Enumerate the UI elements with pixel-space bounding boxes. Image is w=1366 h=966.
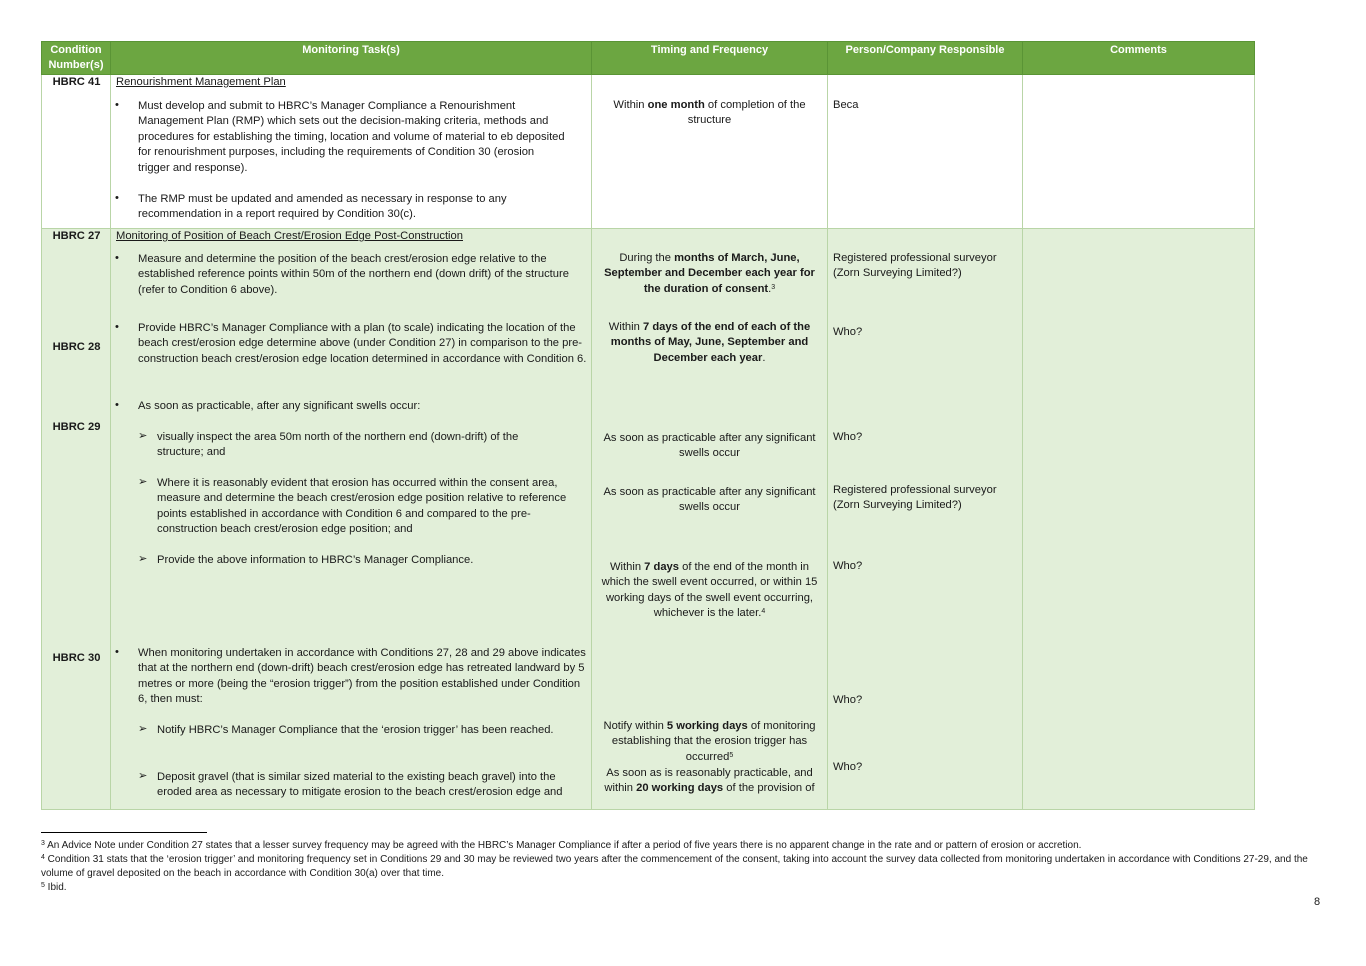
footnote-ref: 3 — [771, 283, 776, 291]
table-header-row — [42, 42, 1255, 75]
condition-id-hbrc-41: HBRC 41 — [52, 76, 101, 88]
timing-text-part: Notify within — [603, 720, 667, 732]
timing-text-bold: 7 days — [644, 561, 680, 573]
timing-text-part: of monitoring establishing that the erosion trigger has occurred — [611, 720, 816, 763]
task-text: Measure and determine the position of the beach crest/erosion edge relative to the established reference points within 50m of the northern end (down drift) of the structure (refer to Condition 6 above). — [138, 253, 569, 296]
task-text: Provide the above information to HBRC’s Manager Compliance. — [157, 554, 474, 566]
responsible-text: Who? — [833, 326, 863, 338]
condition-id-hbrc-27: HBRC 27 — [52, 230, 101, 242]
responsible-text: Who? — [833, 694, 863, 706]
timing-text-part: of the provision of — [723, 782, 815, 795]
footnote-3 — [41, 839, 1331, 853]
responsible-text: Beca — [833, 99, 859, 111]
table-row — [42, 229, 1255, 810]
timing-text-part: . — [768, 282, 772, 295]
condition-id-hbrc-29: HBRC 29 — [52, 421, 101, 433]
arrowhead-icon: ➢ — [138, 553, 148, 565]
responsible-text: Registered professional surveyor (Zorn Surveying Limited?) — [833, 484, 997, 512]
timing-text-part: Within — [609, 561, 645, 573]
timing-text-bold: 5 working days — [666, 720, 748, 732]
task-text: Deposit gravel (that is similar sized material to the existing beach gravel) into the eroded area as necessary to mitigate erosion to the beach crest/erosion edge and — [157, 771, 563, 799]
header-timing-frequency: Timing and Frequency — [592, 42, 828, 75]
condition-id-hbrc-30: HBRC 30 — [52, 652, 101, 664]
footnote-4 — [41, 853, 1331, 881]
bullet-icon: • — [115, 252, 119, 264]
responsible-text: Who? — [833, 761, 863, 773]
bullet-icon: • — [115, 646, 119, 658]
header-comments: Comments — [1023, 42, 1255, 75]
timing-cell — [592, 75, 828, 229]
task-cell — [111, 75, 592, 229]
timing-text-part: Within — [613, 99, 648, 111]
timing-text-part: Within — [608, 321, 643, 333]
timing-text-bold: 20 working days — [636, 782, 724, 795]
timing-text-bold: months of March, June, September and December each year for the duration of consent — [604, 252, 815, 295]
bullet-icon: • — [115, 192, 119, 204]
task-text: Must develop and submit to HBRC’s Manager Compliance a Renourishment Management Plan (RMP) which sets out the decision-making criteria, methods and procedures for establishing the timing, location and volume of material to eb deposited for renourishment purposes, including the requirements of Condition 30 (erosion trigger and response). — [138, 100, 565, 174]
timing-text-part: of the end of the month in which the swell event occurred, or within 15 working days of the swell event occurring, whichever is the later. — [601, 561, 818, 620]
timing-text — [598, 251, 821, 297]
bullet-icon: • — [115, 399, 119, 411]
timing-cell — [592, 229, 828, 810]
footnote-number: 4 — [41, 854, 45, 861]
footnote-text: Condition 31 stats that the ‘erosion trigger’ and monitoring frequency set in Conditions 29 and 30 may be reviewed two years after the commencement of the consent, taking into account the survey data collected from monitoring undertaken in accordance with Conditions 27-29, and the volume of gravel deposited on the beach in accordance with Condition 30(a) over that time. — [41, 854, 1308, 879]
timing-text — [598, 766, 821, 797]
footnote-5 — [41, 881, 1331, 895]
footnote-text: An Advice Note under Condition 27 states that a lesser survey frequency may be agreed with the HBRC’s Manager Compliance if after a period of five years there is no apparent change in the rate and or pattern of erosion or accretion. — [44, 840, 1082, 851]
arrowhead-icon: ➢ — [138, 770, 148, 782]
footnote-text: Ibid. — [44, 882, 67, 893]
task-text: When monitoring undertaken in accordance with Conditions 27, 28 and 29 above indicates that at the northern end (down-drift) beach crest/erosion edge has retreated landward by 5 metres or more (being the “erosion trigger”) from the position established under Condition 6, then must: — [138, 647, 586, 706]
timing-text-bold: one month — [647, 99, 705, 111]
responsible-cell — [828, 229, 1023, 810]
task-text: visually inspect the area 50m north of the northern end (down-drift) of the structure; and — [157, 431, 519, 459]
task-text: Where it is reasonably evident that erosion has occurred within the consent area, measure and determine the beach crest/erosion edge position relative to reference points established in accordance with Condition 6 and compared to the pre-construction beach crest/erosion edge position; and — [157, 477, 567, 536]
timing-text — [598, 719, 821, 765]
timing-text: As soon as practicable after any significant swells occur — [603, 432, 816, 460]
task-text: Notify HBRC’s Manager Compliance that the ‘erosion trigger’ has been reached. — [157, 724, 554, 736]
responsible-text: Who? — [833, 431, 863, 443]
comments-cell — [1023, 229, 1255, 810]
responsible-text: Who? — [833, 560, 863, 572]
header-condition-numbers: Condition Number(s) — [42, 42, 111, 75]
timing-text-part: As soon as is reasonably practicable, and within — [604, 767, 813, 795]
timing-text-part: . — [762, 351, 766, 364]
timing-text — [598, 320, 821, 366]
task-cell — [111, 229, 592, 810]
task-title-beach-crest: Monitoring of Position of Beach Crest/Erosion Edge Post-Construction — [116, 230, 463, 242]
bullet-icon: • — [115, 99, 119, 111]
timing-text: As soon as practicable after any significant swells occur — [603, 486, 816, 514]
arrowhead-icon: ➢ — [138, 476, 148, 488]
arrowhead-icon: ➢ — [138, 723, 148, 735]
header-person-responsible: Person/Company Responsible — [828, 42, 1023, 75]
timing-text-part: During the — [619, 252, 675, 264]
monitoring-table — [41, 41, 1255, 810]
bullet-icon: • — [115, 321, 119, 333]
comments-cell — [1023, 75, 1255, 229]
task-title-renourishment: Renourishment Management Plan — [116, 76, 286, 88]
header-monitoring-tasks: Monitoring Task(s) — [111, 42, 592, 75]
timing-text-part: of completion of the structure — [687, 99, 806, 127]
timing-text-bold: 7 days of the end of each of the months of May, June, September and December each year — [610, 321, 811, 364]
condition-cell — [42, 75, 111, 229]
timing-text — [598, 98, 821, 129]
responsible-cell — [828, 75, 1023, 229]
footnote-number: 3 — [41, 840, 45, 847]
task-text: Provide HBRC’s Manager Compliance with a plan (to scale) indicating the location of the beach crest/erosion edge determine above (under Condition 27) in comparison to the pre-construction beach crest/erosion edge location determined in accordance with Condition 6. — [138, 322, 587, 365]
footnote-separator — [41, 832, 207, 833]
condition-id-hbrc-28: HBRC 28 — [52, 341, 101, 353]
arrowhead-icon: ➢ — [138, 430, 148, 442]
footnote-ref: 4 — [761, 608, 766, 616]
page-number: 8 — [1314, 896, 1321, 908]
task-text: As soon as practicable, after any significant swells occur: — [138, 400, 421, 412]
timing-text — [598, 560, 821, 622]
footnote-ref: 5 — [729, 751, 734, 759]
footnote-number: 5 — [41, 882, 45, 889]
condition-cell — [42, 229, 111, 810]
task-text: The RMP must be updated and amended as necessary in response to any recommendation in a report required by Condition 30(c). — [138, 193, 507, 221]
responsible-text: Registered professional surveyor (Zorn Surveying Limited?) — [833, 252, 997, 280]
table-row — [42, 75, 1255, 229]
